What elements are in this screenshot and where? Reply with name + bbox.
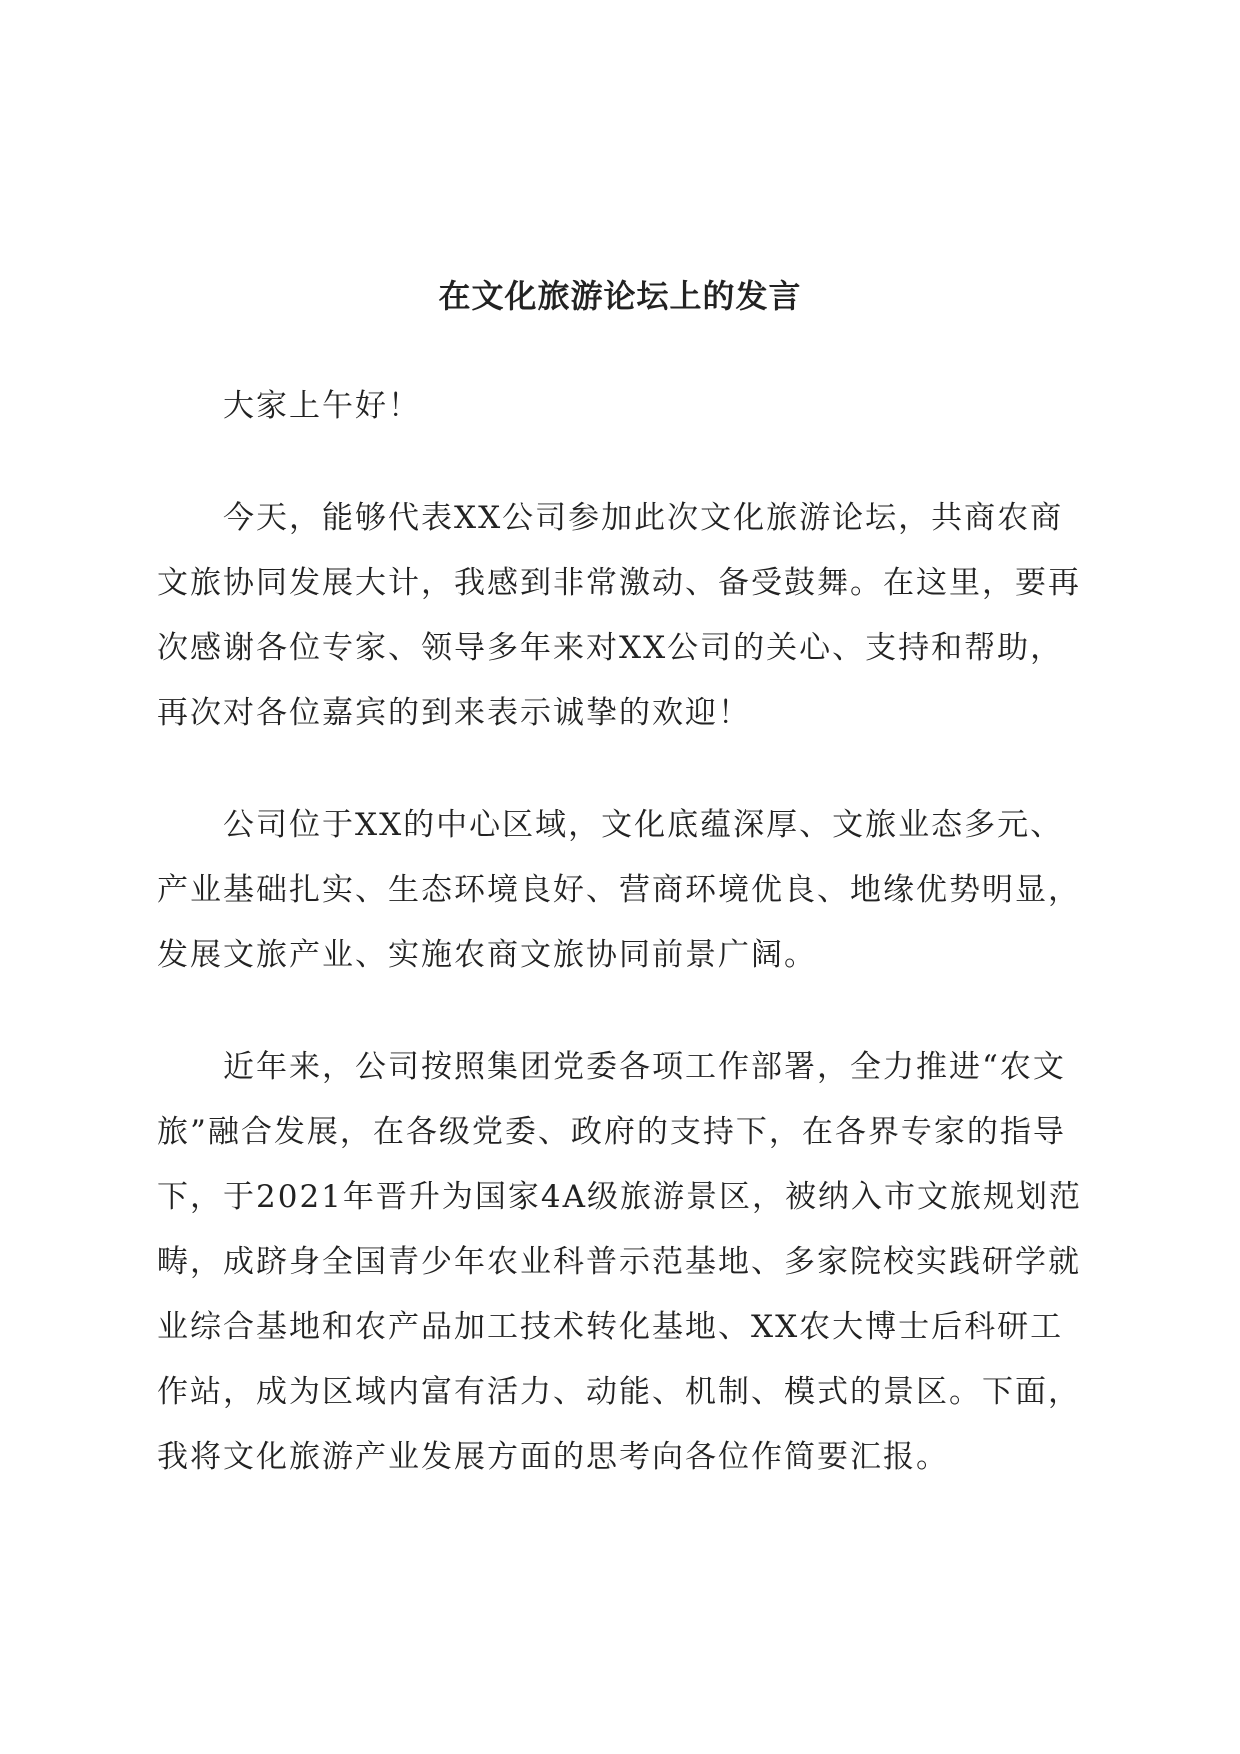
paragraph-3: 近年来，公司按照集团党委各项工作部署，全力推进“农文旅”融合发展，在各级党委、政府的支持下，在各界专家的指导下，于2021年晋升为国家4A级旅游景区，被纳入市文旅规划范畴，成跻身全国青少年农业科普示范基地、多家院校实践研学就业综合基地和农产品加工技术转化基地、XX农大博士后科研工作站，成为区域内富有活力、动能、机制、模式的景区。下面，我将文化旅游产业发展方面的思考向各位作简要汇报。 [157, 1049, 1083, 1475]
document-title: 在文化旅游论坛上的发言 [438, 277, 802, 315]
paragraph-1: 今天，能够代表XX公司参加此次文化旅游论坛，共商农商文旅协同发展大计，我感到非常激动、备受鼓舞。在这里，要再次感谢各位专家、领导多年来对XX公司的关心、支持和帮助，再次对各位嘉宾的到来表示诚挚的欢迎！ [157, 500, 1081, 731]
paragraph-2: 公司位于XX的中心区域，文化底蕴深厚、文旅业态多元、产业基础扎实、生态环境良好、营商环境优良、地缘优势明显，发展文旅产业、实施农商文旅协同前景广阔。 [157, 807, 1081, 973]
greeting: 大家上午好！ [223, 388, 421, 424]
